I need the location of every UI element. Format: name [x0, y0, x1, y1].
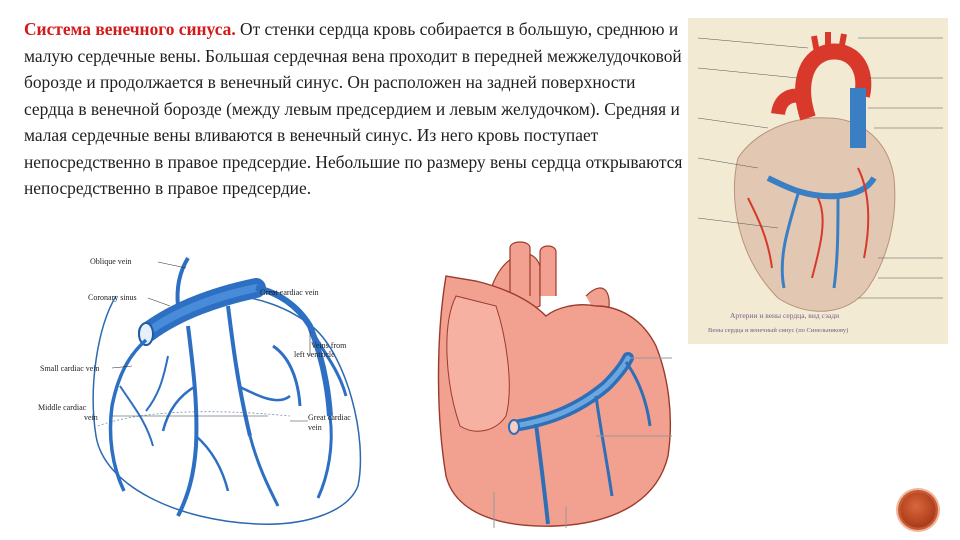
pink-heart-diagram — [436, 236, 672, 528]
label-small-cardiac-vein: Small cardiac vein — [40, 364, 100, 373]
heading: Система венечного синуса. — [24, 19, 236, 39]
slide-number-badge — [900, 492, 936, 528]
label-veins-from: Veins from — [311, 341, 347, 350]
main-text — [24, 16, 684, 202]
label-middle-cardiac: Middle cardiac — [38, 403, 87, 412]
label-coronary-sinus: Coronary sinus — [88, 293, 137, 302]
label-left-ventricle: left ventricle — [294, 350, 335, 359]
illustration-caption-1: Артерии и вены сердца, вид сзади — [730, 311, 840, 320]
label-great-cardiac: Great cardiac — [308, 413, 351, 422]
detailed-heart-illustration — [688, 18, 948, 344]
illustration-caption-2: Вены сердца и венечный синус (по Синельникову) — [708, 327, 849, 334]
label-middle-cardiac-vein: vein — [84, 413, 98, 422]
label-great-cardiac-vein: Great cardiac vein — [260, 288, 319, 297]
body-text: От стенки сердца кровь собирается в большую, среднюю и малую сердечные вены. Большая сердечная вена проходит в передней межжелудочковой борозде и продолжается в венечный синус. Он расположен на задней поверхности сердца в венечной борозде (между левым предсердием и левым желудочком). Средняя и малая сердечные вены вливаются в венечный синус. Из него кровь поступает непосредственно в правое предсердие. Небольшие по размеру вены сердца открываются непосредственно в правое предсердие. — [24, 19, 683, 198]
coronary-veins-diagram — [28, 236, 370, 528]
label-great-cardiac-vein-2: vein — [308, 423, 322, 432]
label-oblique-vein: Oblique vein — [90, 257, 132, 266]
